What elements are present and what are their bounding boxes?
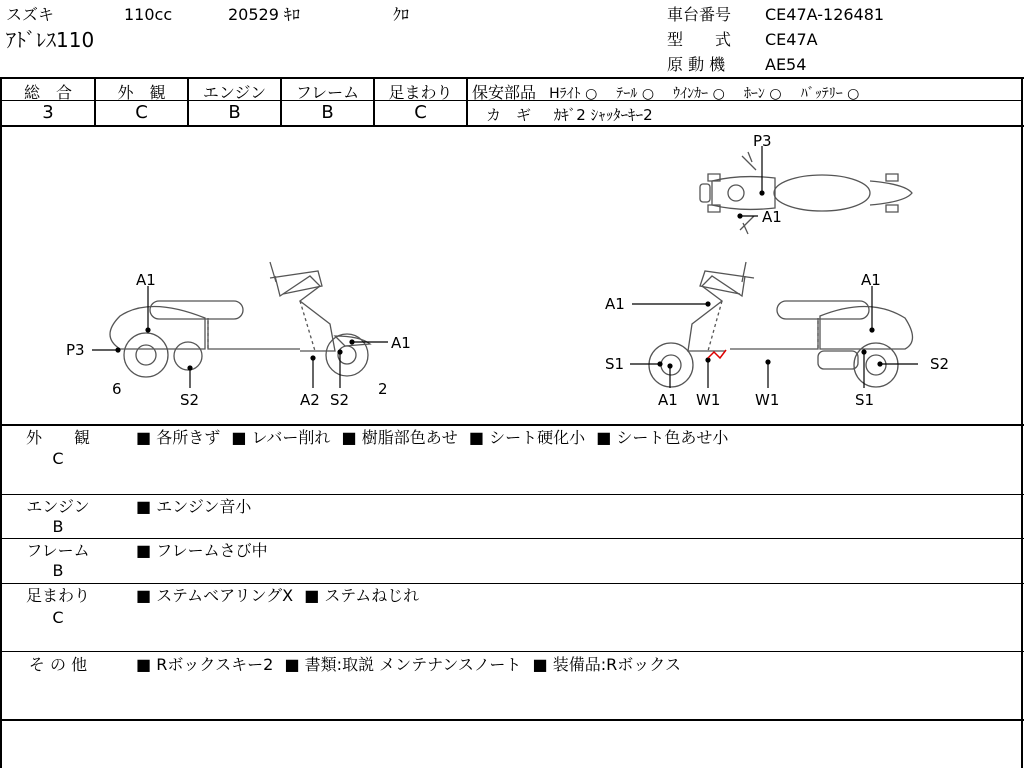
detail-items: ■ 各所きず ■ レバー削れ ■ 樹脂部色あせ ■ シート硬化小 ■ シート色あせ小 — [136, 428, 729, 447]
diagram-label: 2 — [378, 380, 388, 398]
detail-grade: C — [52, 449, 64, 468]
engine-label: 原 動 機 — [667, 55, 726, 74]
safety-item: Hﾗｲﾄ ○ — [549, 86, 598, 102]
divider — [0, 538, 1024, 539]
color: ｸﾛ — [393, 5, 410, 24]
safety-item: ﾊﾞｯﾃﾘｰ ○ — [800, 86, 860, 102]
scooter-top-view — [700, 152, 912, 234]
maker: スズキ — [6, 5, 55, 24]
detail-items: ■ フレームさび中 — [136, 541, 268, 560]
diagram-label: P3 — [753, 132, 772, 150]
detail-label: そ の 他 — [28, 655, 88, 674]
safety-label: 保安部品 — [472, 83, 537, 102]
diagram-label: S1 — [855, 391, 875, 409]
diagram-label: 6 — [112, 380, 122, 398]
diagram-label: S1 — [605, 355, 625, 373]
exterior-label: 外 観 — [117, 83, 166, 102]
diagram-label: W1 — [755, 391, 780, 409]
model-name: ｱﾄﾞﾚｽ110 — [6, 28, 95, 52]
safety-item: ﾎｰﾝ ○ — [743, 86, 782, 102]
frame-no-label: 車台番号 — [667, 5, 732, 24]
divider — [466, 77, 468, 125]
key-value: ｶｷﾞ2 ｼｬｯﾀｰｷｰ2 — [553, 106, 653, 124]
detail-label: 足まわり — [25, 586, 90, 605]
type-value: CE47A — [765, 30, 818, 49]
mileage: 20529 ｷﾛ — [228, 5, 300, 24]
diagram-label: A1 — [391, 334, 411, 352]
divider — [0, 583, 1024, 584]
detail-label: 外 観 — [25, 428, 90, 447]
safety-row — [472, 80, 859, 103]
detail-label: フレーム — [26, 541, 90, 560]
frame-no: CE47A-126481 — [765, 5, 885, 24]
displacement: 110cc — [124, 5, 173, 24]
diagram-label: A1 — [658, 391, 678, 409]
damage-diagram — [0, 126, 1022, 424]
divider — [0, 719, 1024, 721]
frame-grade: B — [321, 102, 334, 123]
suspension-grade-label: 足まわり — [388, 83, 453, 102]
detail-grade: B — [52, 561, 64, 580]
diagram-label: A1 — [762, 208, 782, 226]
safety-item: ﾃｰﾙ ○ — [616, 86, 655, 102]
detail-items: ■ ステムベアリングX ■ ステムねじれ — [136, 586, 420, 605]
divider — [0, 494, 1024, 495]
diagram-label: A1 — [605, 295, 625, 313]
diagram-label: A1 — [861, 271, 881, 289]
key-row — [486, 104, 653, 125]
engine-grade: B — [228, 102, 241, 123]
detail-items: ■ エンジン音小 — [136, 497, 252, 516]
detail-grade: C — [52, 608, 64, 627]
diagram-label: W1 — [696, 391, 721, 409]
overall-label: 総 合 — [23, 83, 72, 102]
engine-grade-label: エンジン — [202, 83, 267, 102]
diagram-label: P3 — [66, 341, 85, 359]
diagram-label: S2 — [330, 391, 350, 409]
diagram-label: A1 — [136, 271, 156, 289]
divider — [0, 651, 1024, 652]
detail-items: ■ Rボックスキー2 ■ 書類:取説 メンテナンスノート ■ 装備品:Rボックス — [136, 655, 682, 674]
diagram-label: S2 — [930, 355, 950, 373]
diagram-label: S2 — [180, 391, 200, 409]
engine-value: AE54 — [765, 55, 807, 74]
diagram-label: A2 — [300, 391, 320, 409]
safety-item: ｳｲﾝｶｰ ○ — [673, 86, 725, 102]
overall-grade: 3 — [42, 102, 54, 123]
divider — [0, 424, 1024, 426]
frame-grade-label: フレーム — [295, 83, 360, 102]
detail-grade: B — [52, 517, 64, 536]
suspension-grade: C — [414, 102, 427, 123]
exterior-grade: C — [135, 102, 148, 123]
divider — [0, 77, 1024, 79]
key-label: カ ギ — [486, 106, 532, 124]
type-label: 型 式 — [667, 30, 732, 49]
detail-label: エンジン — [26, 497, 90, 516]
